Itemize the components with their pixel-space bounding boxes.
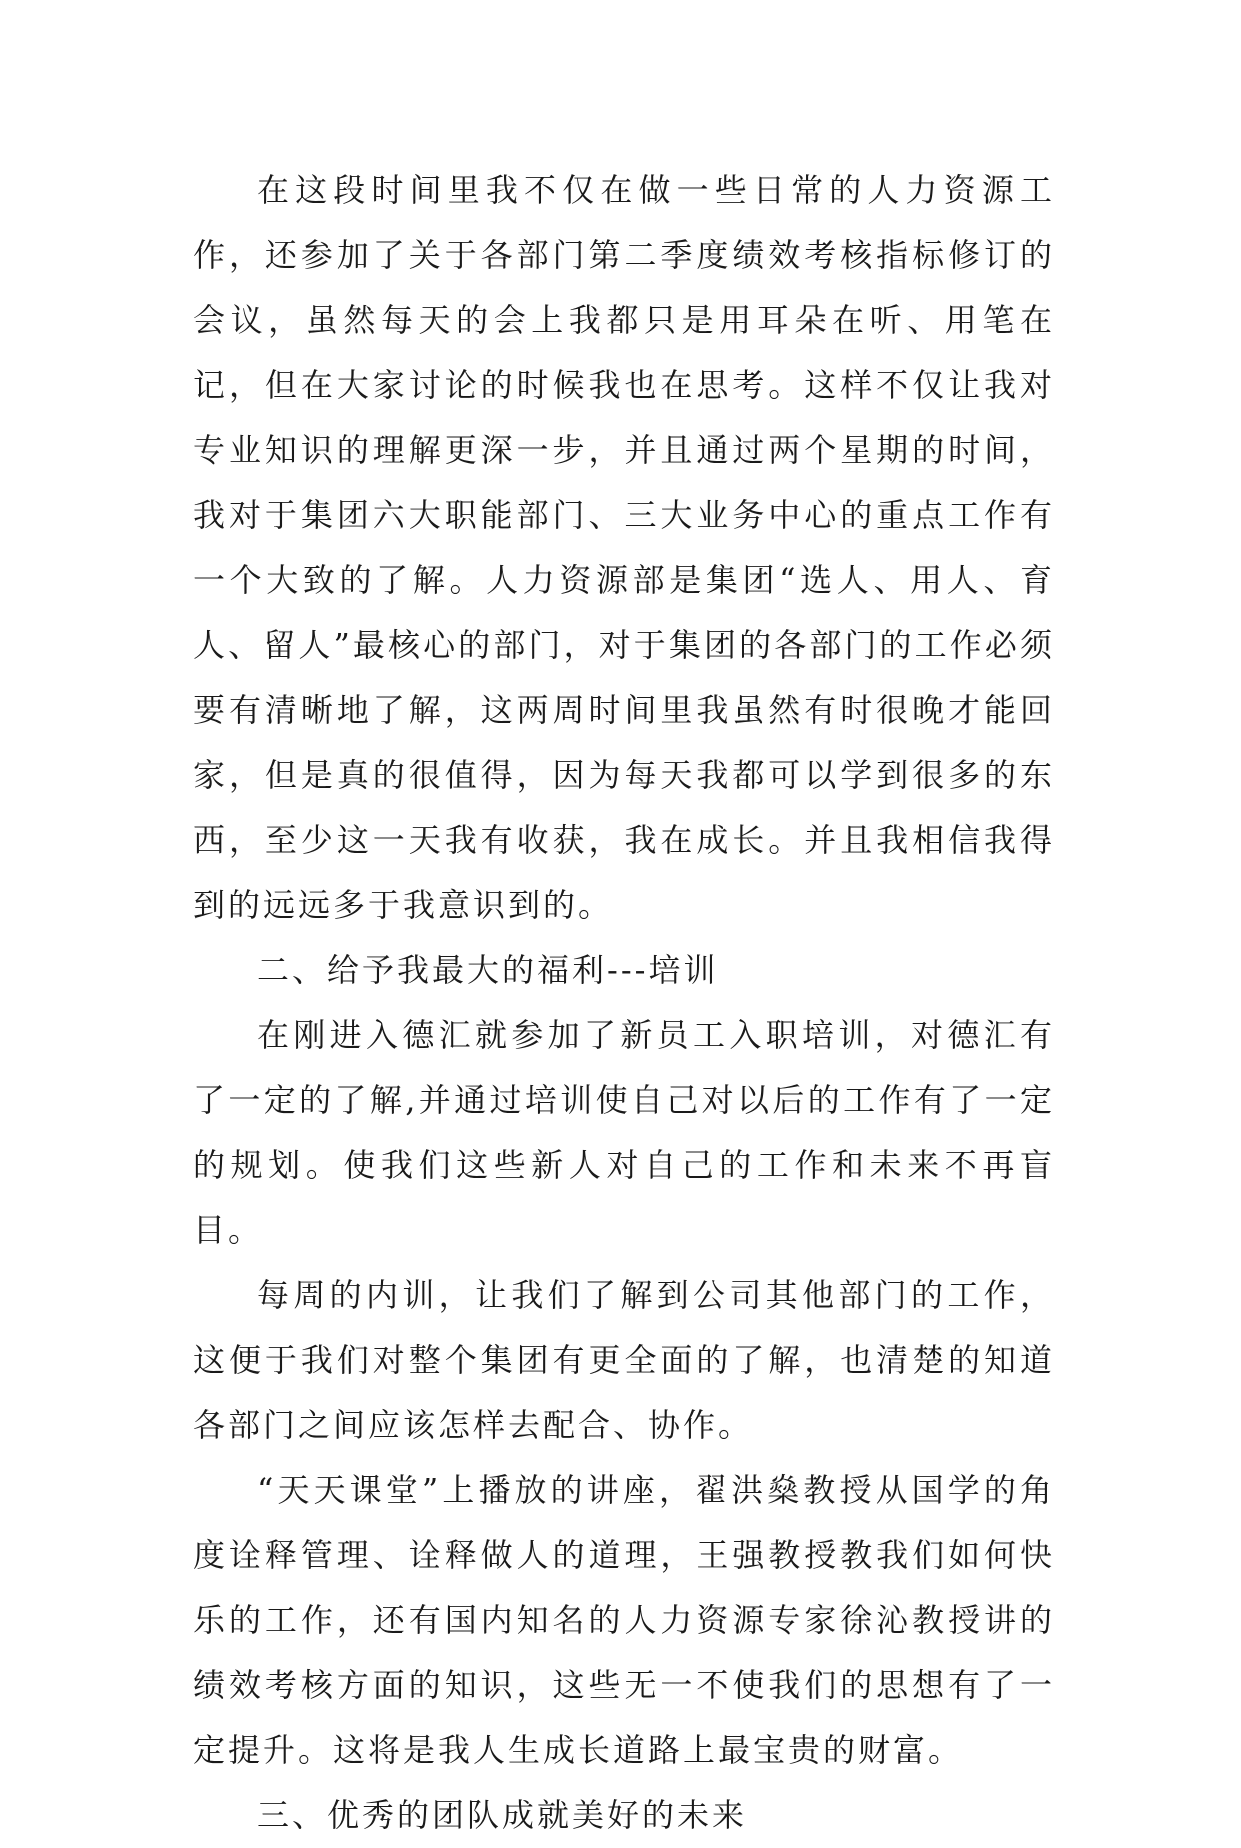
section-heading-team: 三、优秀的团队成就美好的未来 [257, 1796, 748, 1834]
section-heading-training: 二、给予我最大的福利---培训 [257, 951, 719, 989]
paragraph-onboarding-training: 在刚进入德汇就参加了新员工入职培训，对德汇有了一定的了解,并通过培训使自己对以后的工作有了一定的规划。使我们这些新人对自己的工作和未来不再盲目。 [193, 1016, 1055, 1249]
paragraph-daily-lectures: “天天课堂”上播放的讲座，翟洪燊教授从国学的角度诠释管理、诠释做人的道理，王强教授教我们如何快乐的工作，还有国内知名的人力资源专家徐沁教授讲的绩效考核方面的知识，这些无一不使我们的思想有了一定提升。这将是我人生成长道路上最宝贵的财富。 [193, 1471, 1055, 1769]
paragraph-weekly-training: 每周的内训，让我们了解到公司其他部门的工作，这便于我们对整个集团有更全面的了解，也清楚的知道各部门之间应该怎样去配合、协作。 [193, 1276, 1055, 1444]
document-body [193, 158, 1055, 1848]
paragraph-hr-work-reflection: 在这段时间里我不仅在做一些日常的人力资源工作，还参加了关于各部门第二季度绩效考核指标修订的会议，虽然每天的会上我都只是用耳朵在听、用笔在记，但在大家讨论的时候我也在思考。这样不仅让我对专业知识的理解更深一步，并且通过两个星期的时间，我对于集团六大职能部门、三大业务中心的重点工作有一个大致的了解。人力资源部是集团“选人、用人、育人、留人”最核心的部门，对于集团的各部门的工作必须要有清晰地了解，这两周时间里我虽然有时很晚才能回家，但是真的很值得，因为每天我都可以学到很多的东西，至少这一天我有收获，我在成长。并且我相信我得到的远远多于我意识到的。 [193, 171, 1055, 924]
